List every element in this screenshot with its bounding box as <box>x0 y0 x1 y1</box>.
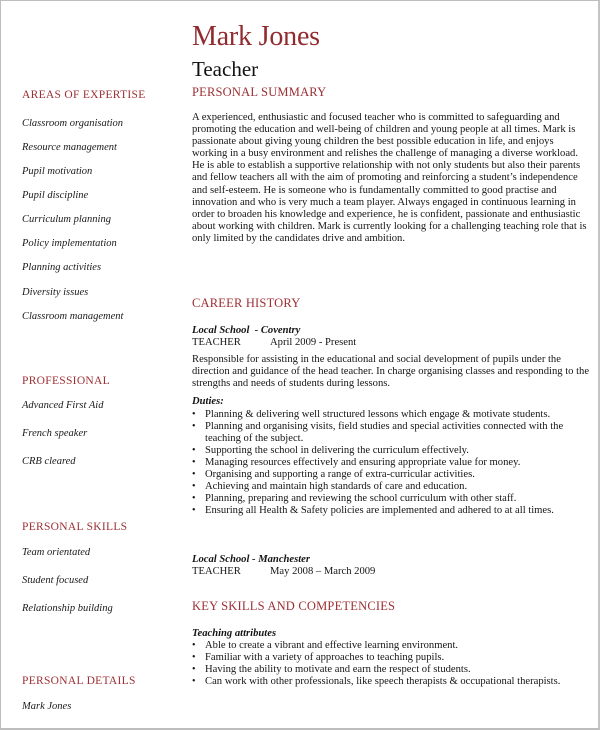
job-role: TEACHER <box>192 337 241 349</box>
job-employer: Local School - Manchester <box>192 554 311 565</box>
professional-item: French speaker <box>22 428 88 439</box>
job-dates: April 2009 - Present <box>270 337 357 349</box>
heading-areas-of-expertise: AREAS OF EXPERTISE <box>22 89 146 101</box>
duty-item: • Managing resources effectively and ensuring appropriate value for money. <box>192 457 592 469</box>
duty-item: • Planning and organising visits, field studies and special activities connected with the teaching of the subject. <box>192 421 592 445</box>
skill-item: • Having the ability to motivate and earn the respect of students. <box>192 664 592 676</box>
skill-item: • Can work with other professionals, like speech therapists & occupational therapists. <box>192 676 592 688</box>
personal-skill-item: Student focused <box>22 575 89 586</box>
expertise-item: Classroom management <box>22 311 124 322</box>
heading-personal-skills: PERSONAL SKILLS <box>22 521 128 533</box>
duty-item: • Supporting the school in delivering the curriculum effectively. <box>192 445 592 457</box>
summary-paragraph: A experienced, enthusiastic and focused teacher who is committed to safeguarding and promoting the education and well-being of children and young people at all times. Mark is passionate about giving young children the best possible education in life, and enjoys working in a busy environment and relishes the challenge of managing a diverse workload. He is able to establish a supportive relationship with not only students but also their parents and fellow teachers all with the aim of promoting and reinforcing a student’s independence and self-esteem. He is someone who is fundamentally committed to good practise and innovation and who is very much a team player. Always engaged in continuous learning in order to broaden his knowledge and experience, he is confident, passionate and enthusiastic about working with children. Mark is currently looking for a challenging teaching role that is only limited by the candidates drive and ambition. <box>192 112 587 244</box>
duty-item: • Ensuring all Health & Safety policies are implemented and adhered to at all times. <box>192 505 592 517</box>
job-dates: May 2008 – March 2009 <box>270 566 376 578</box>
expertise-item: Pupil discipline <box>22 190 89 201</box>
duty-item: • Organising and supporting a range of extra-curricular activities. <box>192 469 592 481</box>
job-description: Responsible for assisting in the educational and social development of pupils under the direction and guidance of the head teacher. In charge organising classes and responding to the strengths and needs of students during lessons. <box>192 354 590 390</box>
job-role: TEACHER <box>192 566 241 578</box>
expertise-item: Pupil motivation <box>22 166 93 177</box>
heading-key-skills: KEY SKILLS AND COMPETENCIES <box>192 599 396 613</box>
professional-item: CRB cleared <box>22 456 76 467</box>
professional-item: Advanced First Aid <box>22 400 104 411</box>
skills-list <box>192 640 592 688</box>
job-meta <box>192 566 592 578</box>
duty-item: • Planning, preparing and reviewing the school curriculum with other staff. <box>192 493 592 505</box>
expertise-item: Planning activities <box>22 262 102 273</box>
job-entry <box>192 325 592 517</box>
personal-skill-item: Relationship building <box>22 603 113 614</box>
personal-skill-item: Team orientated <box>22 547 91 558</box>
expertise-item: Resource management <box>22 142 117 153</box>
heading-professional: PROFESSIONAL <box>22 375 110 387</box>
heading-career-history: CAREER HISTORY <box>192 296 301 310</box>
heading-personal-details: PERSONAL DETAILS <box>22 675 136 687</box>
expertise-item: Curriculum planning <box>22 214 111 225</box>
expertise-item: Policy implementation <box>22 238 117 249</box>
job-entry <box>192 554 592 578</box>
job-meta <box>192 337 592 349</box>
skills-block <box>192 628 592 688</box>
expertise-item: Diversity issues <box>22 287 89 298</box>
skills-subheading: Teaching attributes <box>192 628 277 639</box>
duty-item: • Achieving and maintain high standards of care and education. <box>192 481 592 493</box>
heading-personal-summary: PERSONAL SUMMARY <box>192 85 327 99</box>
duty-item: • Planning & delivering well structured lessons which engage & motivate students. <box>192 409 592 421</box>
candidate-name: Mark Jones <box>192 21 320 52</box>
skill-item: • Familiar with a variety of approaches to teaching pupils. <box>192 652 592 664</box>
skill-item: • Able to create a vibrant and effective learning environment. <box>192 640 592 652</box>
duties-label: Duties: <box>192 396 224 408</box>
duties-list <box>192 409 592 518</box>
job-employer: Local School - Coventry <box>192 325 301 336</box>
personal-details-item: Mark Jones <box>22 701 72 712</box>
expertise-item: Classroom organisation <box>22 118 124 129</box>
candidate-role: Teacher <box>192 57 259 81</box>
